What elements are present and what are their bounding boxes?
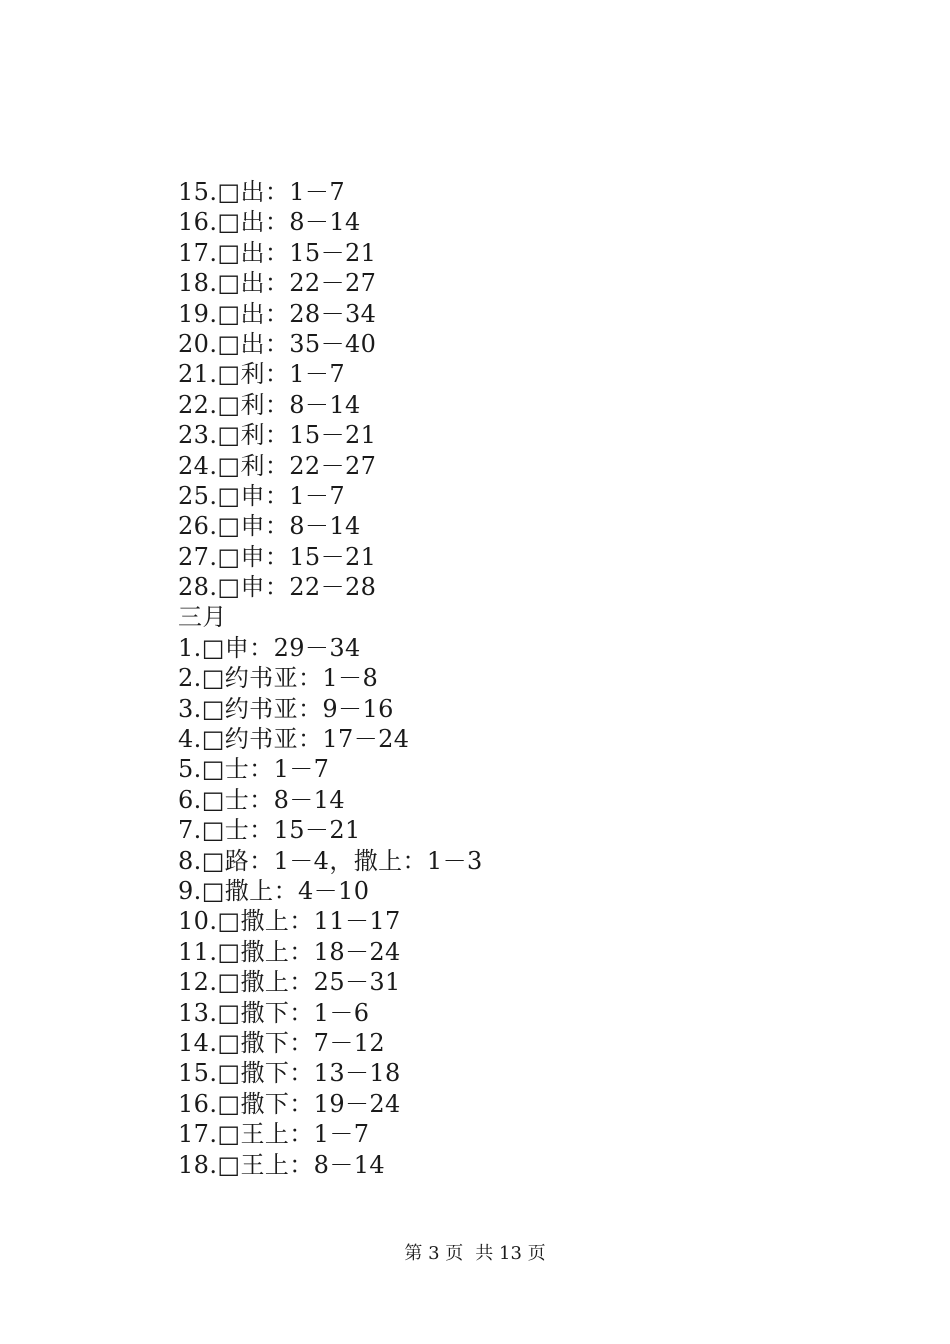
reading-line: 24.□利：22－27: [178, 451, 377, 480]
reading-line: 23.□利：15－21: [178, 421, 377, 450]
reading-line: 4.□约书亚：17－24: [178, 725, 410, 754]
reading-line: 12.□撒上：25－31: [178, 968, 401, 997]
reading-line: 15.□撒下：13－18: [178, 1059, 401, 1088]
reading-line: 16.□撒下：19－24: [178, 1089, 401, 1118]
month-heading: 三月: [178, 603, 227, 632]
reading-line: 22.□利：8－14: [178, 390, 361, 419]
reading-line: 28.□申：22－28: [178, 573, 377, 602]
reading-line: 10.□撒上：11－17: [178, 907, 401, 936]
page-footer: [0, 1240, 950, 1268]
reading-line: 25.□申：1－7: [178, 481, 345, 510]
reading-line: 5.□士：1－7: [178, 755, 330, 784]
reading-line: 20.□出：35－40: [178, 329, 377, 358]
reading-line: 17.□王上：1－7: [178, 1120, 370, 1149]
reading-line: 11.□撒上：18－24: [178, 937, 401, 966]
reading-line: 3.□约书亚：9－16: [178, 694, 394, 723]
reading-line: 13.□撒下：1－6: [178, 998, 370, 1027]
reading-line: 2.□约书亚：1－8: [178, 664, 379, 693]
reading-line: 16.□出：8－14: [178, 208, 361, 237]
reading-line: 18.□王上：8－14: [178, 1150, 386, 1179]
page-number: 第 3 页: [404, 1243, 464, 1264]
reading-line: 17.□出：15－21: [178, 238, 377, 267]
reading-line: 7.□士：15－21: [178, 816, 361, 845]
page-total: 共 13 页: [475, 1243, 546, 1264]
reading-line: 9.□撒上：4－10: [178, 876, 370, 905]
reading-line: 19.□出：28－34: [178, 299, 377, 328]
reading-line: 6.□士：8－14: [178, 785, 345, 814]
reading-line: 8.□路：1－4，撒上：1－3: [178, 846, 483, 875]
reading-line: 15.□出：1－7: [178, 178, 345, 206]
reading-line: 21.□利：1－7: [178, 360, 345, 389]
reading-plan-list: [178, 177, 483, 1180]
reading-line: 27.□申：15－21: [178, 542, 377, 571]
reading-line: 14.□撒下：7－12: [178, 1028, 386, 1057]
reading-line: 26.□申：8－14: [178, 512, 361, 541]
reading-line: 1.□申：29－34: [178, 633, 361, 662]
reading-line: 18.□出：22－27: [178, 269, 377, 298]
